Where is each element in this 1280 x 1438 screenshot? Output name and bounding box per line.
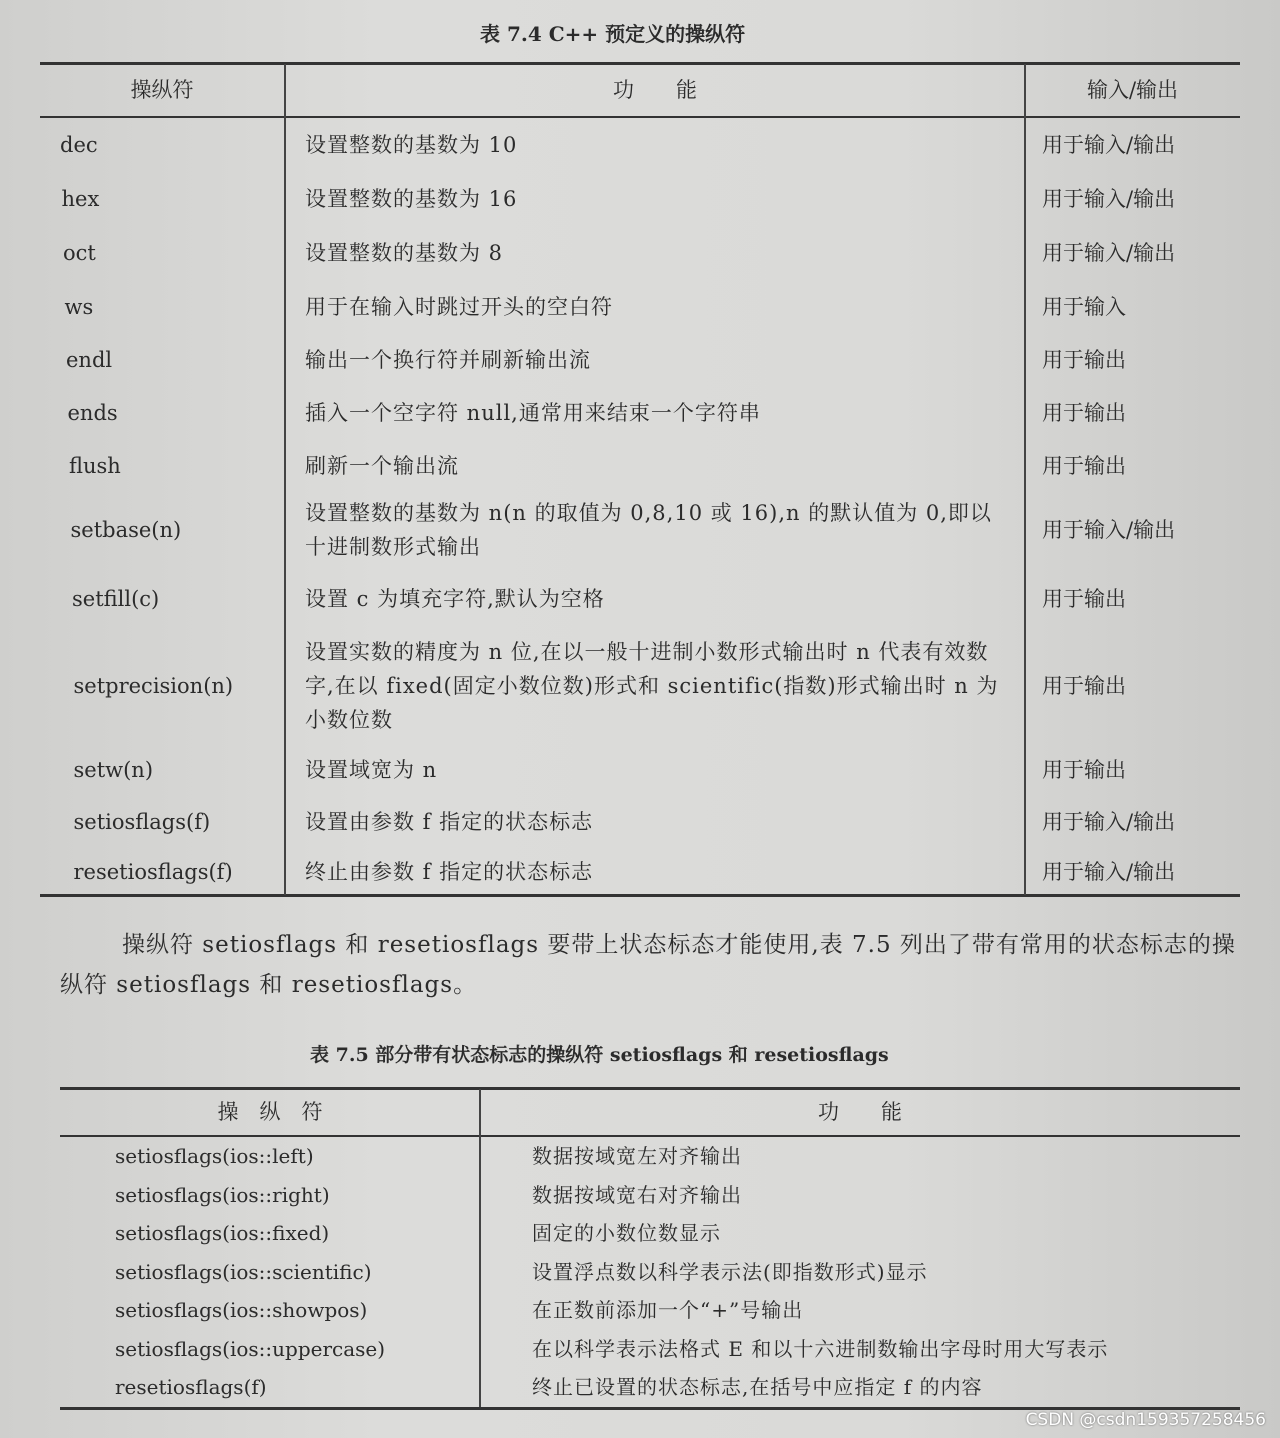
manipulator-cell: ends <box>67 400 118 425</box>
manipulator-cell: setfill(c) <box>72 587 160 611</box>
io-cell: 用于输出 <box>1042 674 1126 698</box>
table-7-4-header-manipulator: 操纵符 <box>130 78 194 102</box>
io-cell: 用于输出 <box>1042 347 1126 372</box>
function-cell: 用于在输入时跳过开头的空白符 <box>305 294 613 319</box>
function-cell: 在正数前添加一个“+”号输出 <box>532 1298 804 1322</box>
function-cell: 输出一个换行符并刷新输出流 <box>305 347 591 372</box>
function-cell: 设置整数的基数为 10 <box>305 133 518 157</box>
table-7-4-caption: 表 7.4 C++ 预定义的操纵符 <box>480 22 746 46</box>
manipulator-cell: setbase(n) <box>70 518 182 542</box>
function-cell: 设置浮点数以科学表示法(即指数形式)显示 <box>532 1259 928 1284</box>
function-cell: 终止由参数 f 指定的状态标志 <box>305 860 594 884</box>
manipulator-cell: ws <box>64 294 94 319</box>
body-paragraph: 操纵符 setiosflags 和 resetiosflags 要带上状态标态才能使用,表 7.5 列出了带有常用的状态标志的操纵符 setiosflags 和 resetiosflags。 <box>60 932 1236 998</box>
table-7-5-header-manipulator: 操 纵 符 <box>217 1100 323 1124</box>
io-cell: 用于输入/输出 <box>1042 133 1176 157</box>
manipulator-cell: flush <box>69 453 121 478</box>
io-cell: 用于输出 <box>1042 587 1126 611</box>
manipulator-cell: setw(n) <box>73 757 154 782</box>
io-cell: 用于输入/输出 <box>1042 860 1176 884</box>
function-cell: 设置实数的精度为 n 位,在以一般十进制小数形式输出时 n 代表有效数字,在以 fixed(固定小数位数)形式和 scientific(指数)形式输出时 n 为小数位数 <box>305 640 999 732</box>
io-cell: 用于输入 <box>1042 294 1126 319</box>
table-7-5-col-divider <box>479 1089 481 1407</box>
io-cell: 用于输入/输出 <box>1042 241 1176 265</box>
manipulator-cell: endl <box>66 347 113 372</box>
manipulator-cell: setiosflags(ios::right) <box>115 1182 330 1207</box>
manipulator-cell: setiosflags(ios::uppercase) <box>115 1336 386 1361</box>
table-7-5-header-function: 功 能 <box>818 1100 902 1124</box>
function-cell: 数据按域宽右对齐输出 <box>532 1182 742 1207</box>
watermark: CSDN @csdn159357258456 <box>1025 1410 1266 1430</box>
manipulator-cell: resetiosflags(f) <box>73 860 233 884</box>
function-cell: 设置整数的基数为 n(n 的取值为 0,8,10 或 16),n 的默认值为 0,即以十进制数形式输出 <box>305 501 992 559</box>
table-7-5-caption: 表 7.5 部分带有状态标志的操纵符 setiosflags 和 resetiosflags <box>310 1044 889 1066</box>
io-cell: 用于输入/输出 <box>1042 810 1176 834</box>
manipulator-cell: hex <box>61 187 100 211</box>
io-cell: 用于输出 <box>1042 757 1126 782</box>
function-cell: 设置整数的基数为 8 <box>305 241 504 265</box>
function-cell: 插入一个空字符 null,通常用来结束一个字符串 <box>305 400 761 425</box>
function-cell: 设置由参数 f 指定的状态标志 <box>305 810 594 834</box>
io-cell: 用于输入/输出 <box>1042 518 1176 542</box>
manipulator-cell: setiosflags(ios::scientific) <box>115 1259 372 1284</box>
io-cell: 用于输入/输出 <box>1042 187 1176 211</box>
function-cell: 在以科学表示法格式 E 和以十六进制数输出字母时用大写表示 <box>532 1336 1109 1361</box>
io-cell: 用于输出 <box>1042 400 1126 425</box>
manipulator-cell: setiosflags(ios::showpos) <box>115 1298 368 1322</box>
function-cell: 数据按域宽左对齐输出 <box>532 1144 742 1168</box>
manipulator-cell: dec <box>60 133 98 157</box>
table-7-4-col-divider <box>1024 64 1026 895</box>
function-cell: 刷新一个输出流 <box>305 453 459 478</box>
function-cell: 终止已设置的状态标志,在括号中应指定 f 的内容 <box>532 1375 983 1399</box>
manipulator-cell: resetiosflags(f) <box>115 1375 267 1399</box>
function-cell: 固定的小数位数显示 <box>532 1221 721 1245</box>
manipulator-cell: setprecision(n) <box>73 674 234 698</box>
function-cell: 设置 c 为填充字符,默认为空格 <box>305 587 605 611</box>
function-cell: 设置域宽为 n <box>305 757 438 782</box>
manipulator-cell: setiosflags(f) <box>73 810 211 834</box>
manipulator-cell: oct <box>63 241 96 265</box>
function-cell: 设置整数的基数为 16 <box>305 187 518 211</box>
io-cell: 用于输出 <box>1042 453 1126 478</box>
manipulator-cell: setiosflags(ios::left) <box>115 1144 314 1168</box>
manipulator-cell: setiosflags(ios::fixed) <box>115 1221 330 1245</box>
table-7-4-header-io: 输入/输出 <box>1086 78 1179 102</box>
table-7-4-header-function: 功 能 <box>613 78 697 102</box>
